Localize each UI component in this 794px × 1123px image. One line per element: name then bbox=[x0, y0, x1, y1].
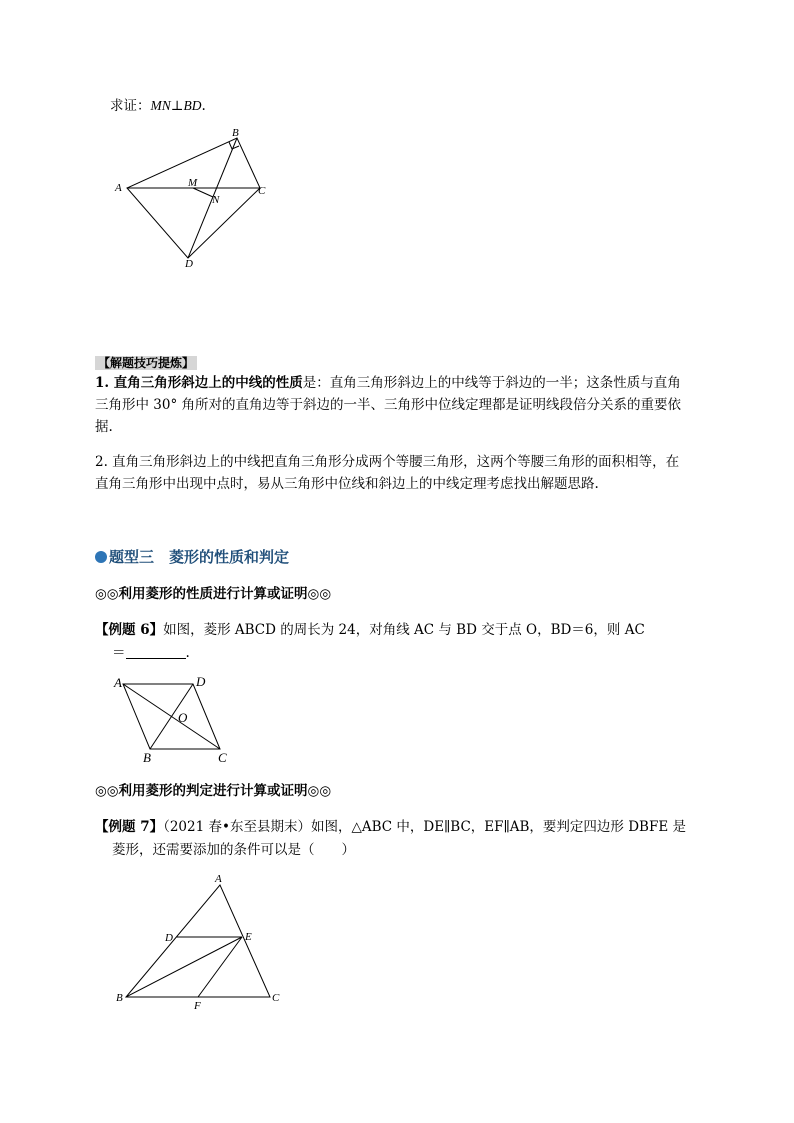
figure-quadrilateral-abcd bbox=[105, 125, 280, 275]
answer-blank bbox=[126, 644, 186, 659]
fig3-label-f: F bbox=[194, 1000, 201, 1012]
example6-tag: 【例题 6】 bbox=[95, 622, 164, 638]
tips-p1-line1 bbox=[95, 372, 681, 394]
tips-p2-line1: 2. 直角三角形斜边上的中线把直角三角形分成两个等腰三角形，这两个等腰三角形的面积相等，在 bbox=[95, 454, 680, 470]
tips-p1-lead: 1. 直角三角形斜边上的中线的性质 bbox=[95, 375, 303, 391]
fig1-mn bbox=[193, 188, 213, 197]
sub-heading-properties: ◎◎利用菱形的性质进行计算或证明◎◎ bbox=[95, 586, 332, 602]
tips-p2-line2: 直角三角形中出现中点时，易从三角形中位线和斜边上的中线定理考虑找出解题思路. bbox=[95, 476, 599, 492]
example6-line1 bbox=[95, 619, 645, 641]
fig3-label-a: A bbox=[215, 873, 222, 885]
fig3-label-c: C bbox=[272, 992, 280, 1004]
fig3-ef bbox=[198, 937, 242, 997]
tips-badge: 【解题技巧提炼】 bbox=[95, 352, 197, 371]
fig1-label-n: N bbox=[212, 194, 220, 206]
figure-triangle-abc bbox=[110, 872, 290, 1012]
fig1-label-m: M bbox=[188, 177, 198, 189]
example7-tag: 【例题 7】 bbox=[95, 819, 164, 835]
fig1-label-d: D bbox=[185, 258, 193, 270]
fig1-label-b: B bbox=[232, 127, 239, 139]
fig1-label-c: C bbox=[258, 185, 266, 197]
section-title: 题型三 菱形的性质和判定 bbox=[95, 546, 289, 568]
example7-line2: 菱形，还需要添加的条件可以是（ ） bbox=[112, 842, 355, 858]
fig2-label-a: A bbox=[114, 675, 122, 690]
example6-line2: ＝ . bbox=[112, 645, 190, 661]
fig2-label-o: O bbox=[178, 710, 188, 725]
example6-text: 如图，菱形 ABCD 的周长为 24，对角线 AC 与 BD 交于点 O，BD＝6，则 AC bbox=[163, 622, 645, 638]
fig3-label-d: D bbox=[165, 932, 173, 944]
section-dot-icon bbox=[95, 551, 107, 563]
example7-line1 bbox=[95, 816, 686, 838]
fig3-label-e: E bbox=[245, 931, 252, 943]
fig3-be bbox=[126, 937, 242, 997]
figure-rhombus-abcd bbox=[108, 672, 243, 767]
tips-p1-line1-rest: 是：直角三角形斜边上的中线等于斜边的一半；这条性质与直角 bbox=[302, 375, 681, 391]
proof-suffix: . bbox=[201, 98, 206, 114]
proof-statement bbox=[110, 95, 206, 117]
proof-expr: MN⊥BD bbox=[150, 98, 202, 113]
fig2-label-d: D bbox=[196, 674, 206, 689]
tips-p1-line3: 据. bbox=[95, 419, 113, 435]
fig1-label-a: A bbox=[115, 182, 122, 194]
fig2-label-b: B bbox=[143, 750, 151, 765]
fig1-outline bbox=[127, 138, 260, 258]
fig2-label-c: C bbox=[218, 750, 227, 765]
fig3-label-b: B bbox=[116, 992, 123, 1004]
example7-text: （2021 春•东至县期末）如图，△ABC 中，DE∥BC，EF∥AB，要判定四边形 DBFE 是 bbox=[163, 819, 686, 835]
proof-prefix: 求证： bbox=[110, 98, 151, 114]
tips-p1-line2: 三角形中 30° 角所对的直角边等于斜边的一半、三角形中位线定理都是证明线段倍分关系的重要依 bbox=[95, 397, 682, 413]
sub-heading-determination: ◎◎利用菱形的判定进行计算或证明◎◎ bbox=[95, 783, 332, 799]
